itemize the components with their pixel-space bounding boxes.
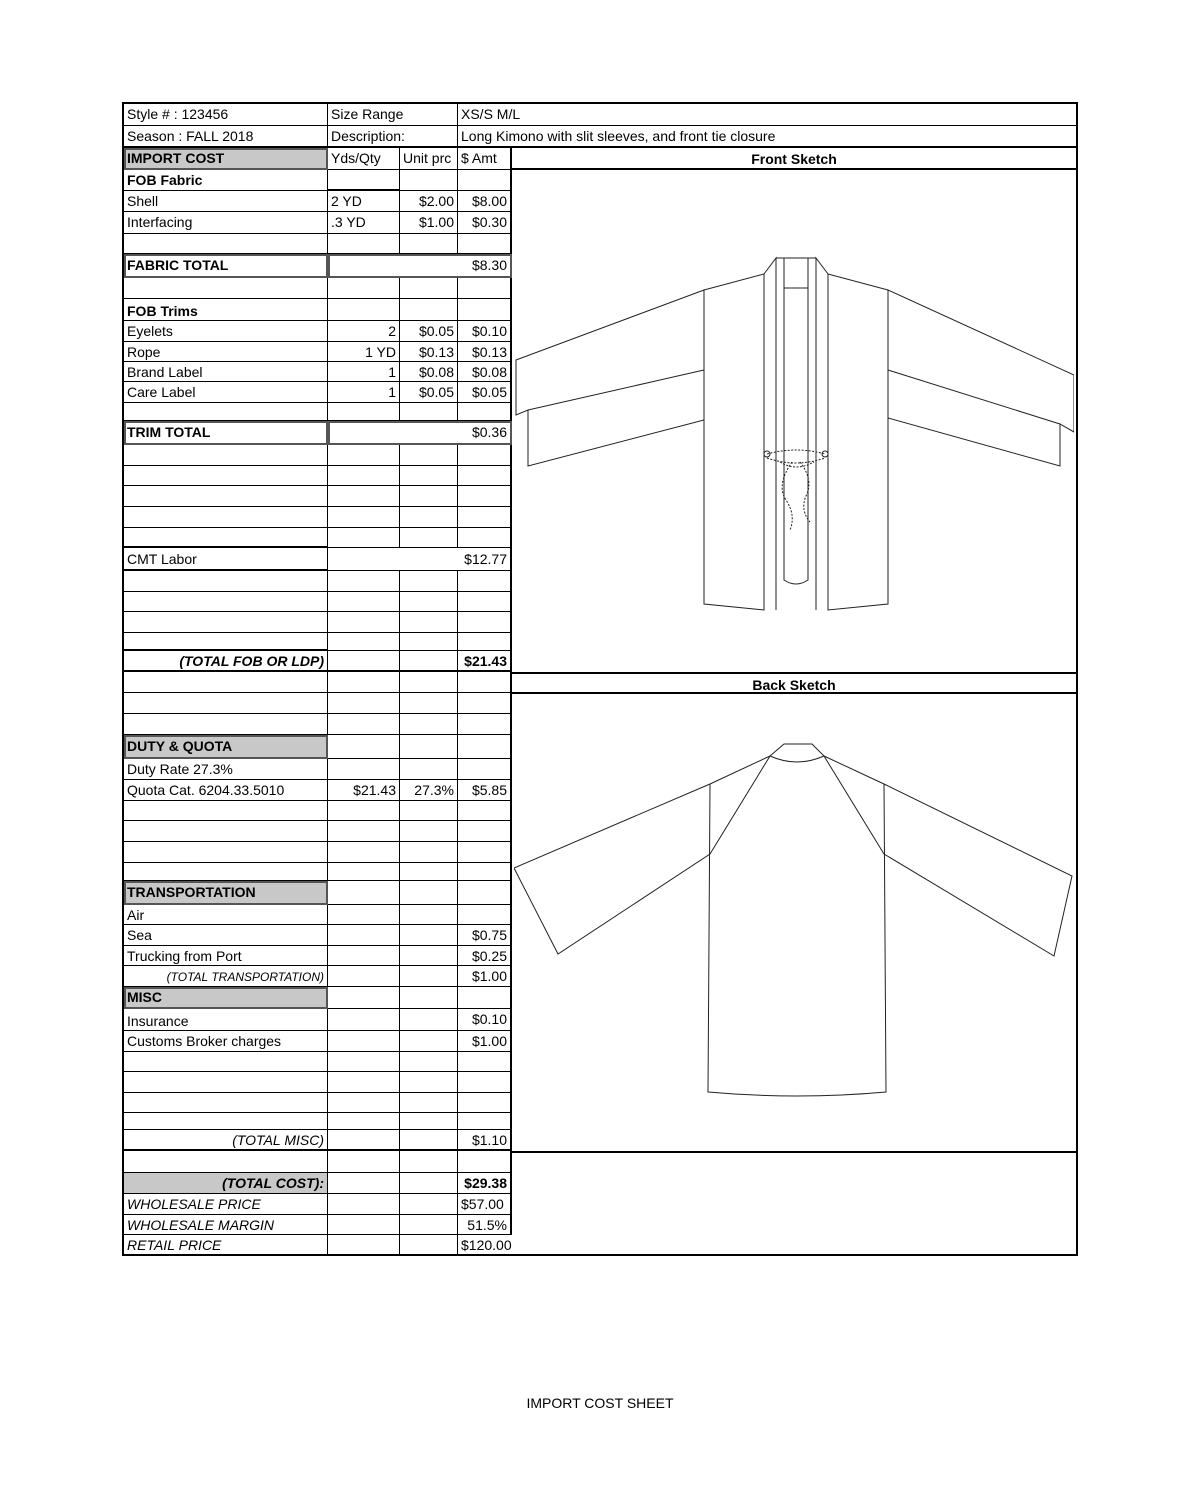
empty-cell: [124, 445, 328, 466]
line-item-name: Sea: [124, 925, 328, 946]
empty-cell: [400, 466, 458, 486]
empty-cell: [328, 714, 400, 735]
back-left-sleeve: [514, 756, 770, 954]
duty-quota-label: DUTY & QUOTA: [124, 735, 328, 759]
empty-cell: [400, 571, 458, 592]
empty-cell: [328, 1031, 400, 1052]
line-item-qty: 1: [328, 382, 400, 403]
empty-cell: [124, 801, 328, 821]
line-item-name: Insurance: [124, 1009, 328, 1031]
page-footer-title: IMPORT COST SHEET: [526, 1395, 674, 1411]
empty-cell: [328, 821, 400, 842]
back-collar: [770, 744, 824, 756]
line-item-name: Shell: [124, 191, 328, 212]
empty-cell: [458, 672, 512, 693]
empty-cell: [328, 1151, 400, 1173]
empty-cell: [458, 1151, 512, 1173]
line-item-unit: $2.00: [400, 191, 458, 212]
empty-cell: [400, 881, 458, 905]
front-left-body: [704, 274, 764, 610]
back-body: [708, 784, 886, 1096]
empty-cell: [458, 170, 512, 191]
empty-cell: [400, 1031, 458, 1052]
empty-cell: [124, 486, 328, 507]
empty-cell: [458, 1052, 512, 1072]
line-item-name: Trucking from Port: [124, 946, 328, 966]
duty-base: $21.43: [328, 780, 400, 801]
empty-cell: [458, 1113, 512, 1130]
empty-cell: [400, 1072, 458, 1093]
empty-cell: [400, 1215, 458, 1235]
retail-price-label: RETAIL PRICE: [124, 1235, 328, 1254]
empty-cell: [328, 1113, 400, 1130]
cmt-labor-value: $12.77: [328, 548, 512, 571]
empty-cell: [328, 759, 400, 780]
empty-cell: [124, 1151, 328, 1173]
description-value: Long Kimono with slit sleeves, and front tie closure: [458, 126, 1076, 148]
line-item-unit: $0.05: [400, 321, 458, 342]
line-item-name: Brand Label: [124, 362, 328, 382]
empty-cell: [124, 571, 328, 592]
empty-cell: [400, 278, 458, 299]
empty-cell: [400, 445, 458, 466]
line-item-name: Eyelets: [124, 321, 328, 342]
empty-cell: [458, 445, 512, 466]
empty-cell: [328, 1173, 400, 1194]
empty-cell: [124, 278, 328, 299]
empty-cell: [458, 735, 512, 759]
line-item-amt: $0.08: [458, 362, 512, 382]
empty-cell: [400, 863, 458, 881]
empty-cell: [328, 1072, 400, 1093]
import-cost-header: IMPORT COST: [124, 148, 328, 170]
line-item-qty: 1: [328, 362, 400, 382]
line-item-unit: $1.00: [400, 212, 458, 234]
total-fob-label: (TOTAL FOB OR LDP): [124, 651, 328, 672]
empty-cell: [400, 486, 458, 507]
empty-cell: [400, 987, 458, 1009]
total-misc-value: $1.10: [458, 1130, 512, 1151]
empty-cell: [400, 966, 458, 987]
empty-cell: [124, 863, 328, 881]
empty-cell: [328, 571, 400, 592]
empty-cell: [458, 612, 512, 633]
empty-cell: [328, 966, 400, 987]
front-right-body: [828, 274, 888, 610]
empty-cell: [458, 486, 512, 507]
empty-cell: [124, 1052, 328, 1072]
empty-cell: [458, 592, 512, 612]
amount-header: $ Amt: [458, 148, 512, 170]
line-item-name: Interfacing: [124, 212, 328, 234]
line-item-amt: $0.25: [458, 946, 512, 966]
empty-cell: [124, 821, 328, 842]
season: Season : FALL 2018: [124, 126, 328, 148]
cmt-labor-label: CMT Labor: [124, 548, 328, 571]
empty-cell: [458, 881, 512, 905]
empty-cell: [328, 234, 400, 254]
empty-cell: [458, 801, 512, 821]
empty-cell: [400, 1151, 458, 1173]
empty-cell: [400, 925, 458, 946]
empty-cell: [458, 842, 512, 863]
empty-cell: [400, 693, 458, 714]
total-transportation-value: $1.00: [458, 966, 512, 987]
empty-cell: [328, 466, 400, 486]
total-fob-value: $21.43: [458, 651, 512, 672]
empty-cell: [328, 445, 400, 466]
empty-cell: [400, 905, 458, 925]
empty-cell: [400, 1052, 458, 1072]
empty-cell: [458, 234, 512, 254]
empty-cell: [124, 842, 328, 863]
empty-cell: [328, 863, 400, 881]
line-item-amt: $8.00: [458, 191, 512, 212]
front-left-sleeve: [516, 290, 704, 466]
empty-cell: [400, 759, 458, 780]
empty-cell: [458, 278, 512, 299]
header-row-style: [124, 104, 1076, 126]
empty-cell: [328, 1194, 400, 1215]
empty-cell: [400, 1173, 458, 1194]
empty-cell: [400, 612, 458, 633]
unit-price-header: Unit prc: [400, 148, 458, 170]
empty-cell: [458, 987, 512, 1009]
empty-cell: [124, 1113, 328, 1130]
empty-cell: [400, 633, 458, 651]
empty-cell: [124, 466, 328, 486]
empty-cell: [458, 507, 512, 528]
empty-cell: [400, 672, 458, 693]
empty-cell: [400, 842, 458, 863]
empty-cell: [124, 592, 328, 612]
empty-cell: [400, 299, 458, 321]
line-item-amt: [458, 905, 512, 925]
retail-price-value: $120.00: [461, 1237, 512, 1253]
fabric-total-value: $8.30: [328, 254, 512, 278]
duty-rate-label: Duty Rate 27.3%: [124, 759, 328, 780]
back-sketch-illustration: [514, 696, 1074, 1136]
empty-cell: [124, 693, 328, 714]
line-item-unit: $0.08: [400, 362, 458, 382]
empty-cell: [124, 714, 328, 735]
fob-fabric-label: FOB Fabric: [124, 170, 328, 191]
empty-cell: [328, 693, 400, 714]
total-cost-row: [124, 1173, 1076, 1194]
empty-cell: [328, 842, 400, 863]
empty-cell: [124, 672, 328, 693]
empty-cell: [328, 1130, 400, 1151]
empty-cell: [458, 714, 512, 735]
front-sketch-illustration: [514, 170, 1074, 670]
line-item-name: Air: [124, 905, 328, 925]
size-range-label: Size Range: [328, 104, 458, 126]
empty-cell: [400, 507, 458, 528]
trim-total-value: $0.36: [328, 421, 512, 445]
empty-cell: [328, 528, 400, 548]
empty-cell: [458, 403, 512, 421]
line-item-qty: .3 YD: [328, 212, 400, 234]
yds-qty-header: Yds/Qty: [328, 148, 400, 170]
empty-cell: [458, 693, 512, 714]
empty-row: [124, 1151, 1076, 1173]
retail-price-row: [124, 1235, 1076, 1254]
empty-cell: [124, 528, 328, 548]
empty-row: [124, 672, 1076, 693]
empty-cell: [458, 1072, 512, 1093]
empty-cell: [458, 1093, 512, 1113]
empty-cell: [124, 1072, 328, 1093]
empty-cell: [400, 1009, 458, 1031]
empty-cell: [124, 403, 328, 421]
empty-cell: [328, 278, 400, 299]
wholesale-price-value: $57.00: [458, 1194, 512, 1215]
line-item-unit: $0.05: [400, 382, 458, 403]
empty-cell: [328, 735, 400, 759]
total-misc-label: (TOTAL MISC): [124, 1130, 328, 1151]
empty-cell: [124, 612, 328, 633]
empty-cell: [328, 403, 400, 421]
front-sketch-title: Front Sketch: [512, 148, 1076, 170]
empty-cell: [458, 528, 512, 548]
empty-cell: [328, 905, 400, 925]
empty-cell: [400, 1093, 458, 1113]
line-item-name: Rope: [124, 342, 328, 362]
empty-cell: [400, 1130, 458, 1151]
fabric-total-label: FABRIC TOTAL: [124, 254, 328, 278]
empty-cell: [328, 1235, 400, 1254]
total-cost-value: $29.38: [458, 1173, 512, 1194]
empty-cell: [400, 946, 458, 966]
line-item-amt: $0.05: [458, 382, 512, 403]
empty-cell: [400, 1194, 458, 1215]
empty-cell: [400, 1235, 458, 1254]
empty-cell: [400, 651, 458, 672]
empty-cell: [328, 987, 400, 1009]
empty-cell: [328, 925, 400, 946]
line-item-qty: 1 YD: [328, 342, 400, 362]
line-item-qty: 2: [328, 321, 400, 342]
transportation-label: TRANSPORTATION: [124, 881, 328, 905]
line-item-qty: 2 YD: [328, 191, 400, 212]
empty-cell: [400, 735, 458, 759]
empty-cell: [400, 170, 458, 191]
line-item-amt: $0.10: [458, 1009, 512, 1031]
header-row-season: [124, 126, 1076, 148]
empty-cell: [458, 299, 512, 321]
empty-cell: [400, 801, 458, 821]
wholesale-margin-row: [124, 1215, 1076, 1235]
empty-cell: [328, 672, 400, 693]
line-item-name: Care Label: [124, 382, 328, 403]
empty-cell: [328, 1093, 400, 1113]
duty-amt: $5.85: [458, 780, 512, 801]
size-range-value: XS/S M/L: [458, 104, 1076, 126]
empty-cell: [400, 1113, 458, 1130]
empty-cell: [400, 592, 458, 612]
empty-cell: [458, 863, 512, 881]
empty-cell: [328, 946, 400, 966]
empty-cell: [328, 1215, 400, 1235]
empty-cell: [400, 234, 458, 254]
wholesale-price-row: [124, 1194, 1076, 1215]
trim-total-label: TRIM TOTAL: [124, 421, 328, 445]
empty-cell: [328, 651, 400, 672]
total-transportation-label: (TOTAL TRANSPORTATION): [124, 966, 328, 987]
empty-cell: [328, 801, 400, 821]
empty-cell: [124, 1093, 328, 1113]
cost-sheet: [122, 102, 1078, 1256]
empty-cell: [458, 571, 512, 592]
empty-cell: [400, 403, 458, 421]
line-item-name: Customs Broker charges: [124, 1031, 328, 1052]
line-item-unit: $0.13: [400, 342, 458, 362]
line-item-amt: $0.10: [458, 321, 512, 342]
quota-category-label: Quota Cat. 6204.33.5010: [124, 780, 328, 801]
back-right-sleeve: [824, 756, 1072, 956]
empty-cell: [458, 821, 512, 842]
empty-cell: [458, 759, 512, 780]
wholesale-margin-label: WHOLESALE MARGIN: [124, 1215, 328, 1235]
empty-cell: [124, 633, 328, 651]
empty-cell: [400, 528, 458, 548]
empty-cell: [124, 234, 328, 254]
empty-cell: [328, 507, 400, 528]
empty-cell: [328, 299, 400, 321]
fob-trims-label: FOB Trims: [124, 299, 328, 321]
line-item-amt: $0.30: [458, 212, 512, 234]
back-sketch-title: Back Sketch: [512, 672, 1076, 694]
empty-cell: [458, 633, 512, 651]
wholesale-price-label: WHOLESALE PRICE: [124, 1194, 328, 1215]
line-item-amt: $0.13: [458, 342, 512, 362]
duty-rate: 27.3%: [400, 780, 458, 801]
empty-cell: [328, 592, 400, 612]
empty-cell: [328, 1009, 400, 1031]
eyelet-right: [822, 451, 828, 457]
empty-cell: [400, 821, 458, 842]
empty-cell: [400, 714, 458, 735]
misc-label: MISC: [124, 987, 328, 1009]
wholesale-margin-value: 51.5%: [458, 1215, 512, 1235]
empty-cell: [328, 612, 400, 633]
description-label: Description:: [328, 126, 458, 148]
front-right-sleeve: [888, 290, 1074, 466]
empty-cell: [328, 170, 400, 191]
total-cost-label: (TOTAL COST):: [124, 1173, 328, 1194]
empty-cell: [124, 507, 328, 528]
style-number: Style # : 123456: [124, 104, 328, 126]
line-item-amt: $0.75: [458, 925, 512, 946]
empty-cell: [328, 633, 400, 651]
empty-cell: [458, 466, 512, 486]
empty-cell: [328, 881, 400, 905]
empty-cell: [328, 1052, 400, 1072]
line-item-amt: $1.00: [458, 1031, 512, 1052]
empty-cell: [328, 486, 400, 507]
